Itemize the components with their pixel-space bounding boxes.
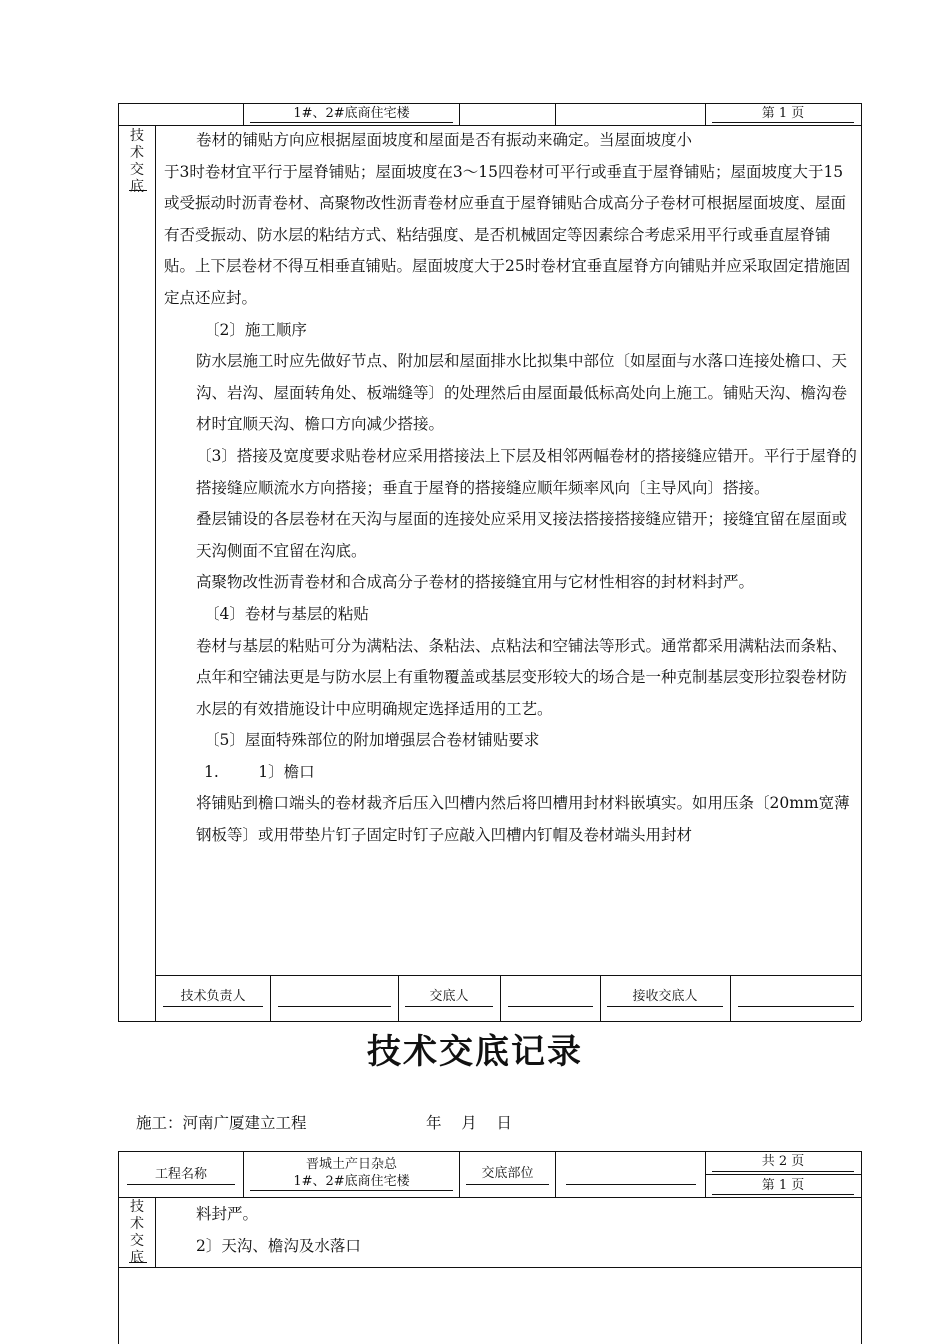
header-project-line: 1#、2#底商住宅楼: [293, 106, 410, 121]
page-label: 第 1 页: [761, 1178, 805, 1193]
section-heading: 2〕天沟、檐沟及水落口: [196, 1236, 361, 1255]
paragraph: 〔3〕搭接及宽度要求贴卷材应采用搭接法上下层及相邻两幅卷材的搭接缝应错开。平行于屋脊的搭接缝应顺流水方向搭接；垂直于屋脊的搭接缝应顺年频率风向〔主导风向〕搭接。: [196, 446, 857, 497]
paragraph: 于3时卷材宜平行于屋脊铺贴；屋面坡度在3～15四卷材可平行或垂直于屋脊铺贴；屋面坡度大于15或受振动时沥青卷材、高聚物改性沥青卷材应垂直于屋脊铺贴合成高分子卷材可根据屋面坡度、屋面有否受振动、防水层的粘结方式、粘结强度、是否机械固定等因素综合考虑采用平行或垂直屋脊铺贴。上下层卷材不得互相垂直铺贴。屋面坡度大于25时卷材宜垂直屋脊方向铺贴并应采取固定措施固定点还应封。: [164, 162, 851, 307]
total-pages: 共 2 页: [761, 1154, 805, 1169]
paragraph: 料封严。: [196, 1205, 259, 1223]
presenter-signature-line: [508, 1006, 593, 1007]
tech-lead-signature-line: [278, 1006, 391, 1007]
paragraph: 卷材与基层的粘贴可分为满粘法、条粘法、点粘法和空铺法等形式。通常都采用满粘法而条粘、点年和空铺法更是与防水层上有重物覆盖或基层变形较大的场合是一种克制基层变形拉裂卷材防水层的有效措施设计中应明确规定选择适用的工艺。: [196, 636, 848, 718]
paragraph: 高聚物改性沥青卷材和合成高分子卷材的搭接缝宜用与它材性相容的封材料封严。: [196, 573, 755, 592]
part-label: 交底部位: [481, 1166, 534, 1181]
project-name-label: 工程名称: [154, 1167, 207, 1182]
body-text: [164, 125, 858, 852]
project-value-line1: 晋城土产日杂总: [305, 1157, 397, 1172]
paragraph: 叠层铺设的各层卷材在天沟与屋面的连接处应采用叉接法搭接搭接缝应错开；接缝宜留在屋面或天沟侧面不宜留在沟底。: [196, 510, 848, 560]
side-label: 技 术 交 底: [130, 128, 144, 195]
paragraph: 将铺贴到檐口端头的卷材裁齐后压入凹槽内然后将凹槽用封材料嵌填实。如用压条〔20mm宽薄钢板等〕或用带垫片钉子固定时钉子应敲入凹槽内钉帽及卷材端头用封材: [196, 794, 850, 845]
receiver-signature-line: [738, 1006, 854, 1007]
body-text-2: [164, 1199, 858, 1262]
part-value-line: [566, 1184, 696, 1185]
paragraph: 卷材的铺贴方向应根据屋面坡度和屋面是否有振动来确定。当屋面坡度小: [196, 131, 693, 149]
presenter-label: 交底人: [429, 989, 469, 1004]
paragraph: 防水层施工时应先做好节点、附加层和屋面排水比拟集中部位〔如屋面与水落口连接处檐口、天沟、岩沟、屋面转角处、板端缝等〕的处理然后由屋面最低标高处向上施工。铺贴天沟、檐沟卷材时宜顺天沟、檐口方向减少搭接。: [196, 352, 848, 434]
side-label-2: 技 术 交 底: [130, 1199, 144, 1266]
section-heading: 〔5〕屋面特殊部位的附加增强层合卷材铺贴要求: [204, 731, 540, 750]
section-heading: 〔4〕卷材与基层的粘贴: [204, 604, 369, 623]
header-page-label: 第 1 页: [761, 106, 805, 121]
page-title: 技术交底记录: [367, 1032, 583, 1072]
project-value-line2: 1#、2#底商住宅楼: [293, 1174, 410, 1189]
section-heading: 〔2〕施工顺序: [204, 320, 307, 339]
construction-line: 施工：河南广厦建立工程: [136, 1114, 307, 1132]
numbered-item: 1. 1〕檐口: [204, 762, 315, 781]
receiver-label: 接收交底人: [632, 989, 698, 1004]
tech-lead-label: 技术负责人: [180, 989, 246, 1004]
date-line: 年 月 日: [426, 1114, 512, 1132]
